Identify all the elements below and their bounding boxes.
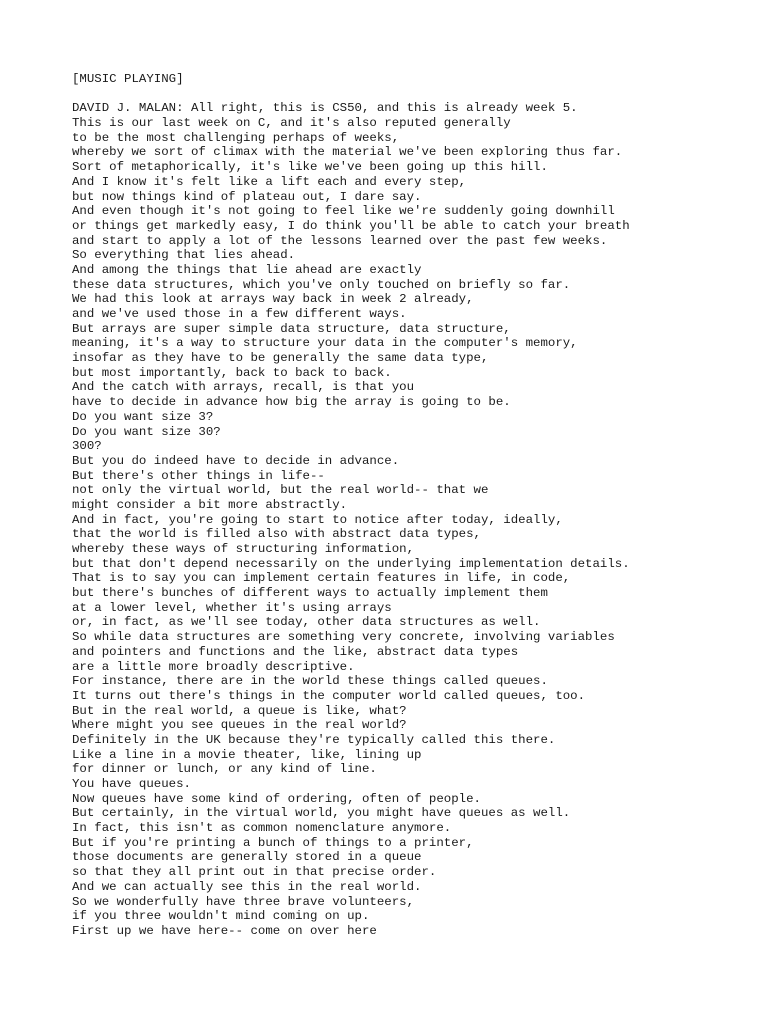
- transcript-line: but that don't depend necessarily on the underlying implementation details.: [72, 556, 630, 571]
- transcript-line: for dinner or lunch, or any kind of line.: [72, 762, 377, 777]
- transcript-line: and we've used those in a few different ways.: [72, 307, 407, 321]
- transcript-line: whereby we sort of climax with the material we've been exploring thus far.: [72, 145, 623, 160]
- transcript-line: 300?: [72, 439, 102, 454]
- transcript-line: And even though it's not going to feel like we're suddenly going downhill: [72, 204, 615, 219]
- transcript-line: that the world is filled also with abstract data types,: [72, 527, 481, 542]
- transcript-line: Sort of metaphorically, it's like we've been going up this hill.: [72, 160, 548, 175]
- transcript-line: So everything that lies ahead.: [72, 248, 296, 263]
- transcript-line: and pointers and functions and the like, abstract data types: [72, 644, 519, 659]
- transcript-line: But if you're printing a bunch of things to a printer,: [72, 835, 474, 850]
- transcript-line: But there's other things in life--: [72, 468, 325, 483]
- transcript-line: Do you want size 30?: [72, 424, 221, 439]
- transcript-line: or things get markedly easy, I do think you'll be able to catch your breath: [72, 218, 630, 233]
- transcript-line: have to decide in advance how big the array is going to be.: [72, 395, 511, 410]
- transcript-line: Where might you see queues in the real world?: [72, 718, 407, 733]
- transcript-line: And among the things that lie ahead are exactly: [72, 262, 422, 277]
- transcript-line: It turns out there's things in the computer world called queues, too.: [72, 688, 586, 703]
- transcript-line: But certainly, in the virtual world, you might have queues as well.: [72, 806, 571, 821]
- transcript-line: This is our last week on C, and it's also reputed generally: [72, 116, 511, 131]
- transcript-line: Now queues have some kind of ordering, often of people.: [72, 791, 481, 806]
- transcript-line: But arrays are super simple data structure, data structure,: [72, 321, 511, 336]
- transcript-line: DAVID J. MALAN: All right, this is CS50, and this is already week 5.: [72, 101, 578, 116]
- transcript-line: insofar as they have to be generally the same data type,: [72, 351, 489, 366]
- transcript-line: but now things kind of plateau out, I dare say.: [72, 189, 422, 204]
- transcript-line: In fact, this isn't as common nomenclature anymore.: [72, 821, 452, 836]
- transcript-line: if you three wouldn't mind coming on up.: [72, 909, 370, 924]
- transcript-line: those documents are generally stored in a queue: [72, 850, 422, 865]
- transcript-line: You have queues.: [72, 777, 191, 791]
- transcript-line: are a little more broadly descriptive.: [72, 659, 355, 674]
- transcript-line: or, in fact, as we'll see today, other data structures as well.: [72, 615, 541, 630]
- transcript-line: at a lower level, whether it's using arrays: [72, 600, 392, 615]
- transcript-line: but there's bunches of different ways to actually implement them: [72, 586, 548, 601]
- transcript-line: First up we have here-- come on over here: [72, 923, 377, 938]
- transcript-line: to be the most challenging perhaps of weeks,: [72, 130, 400, 145]
- transcript-line: whereby these ways of structuring information,: [72, 542, 415, 556]
- transcript-line: So we wonderfully have three brave volunteers,: [72, 894, 415, 909]
- transcript-line: For instance, there are in the world these things called queues.: [72, 674, 548, 689]
- transcript-line: Like a line in a movie theater, like, lining up: [72, 747, 422, 762]
- transcript-line: not only the virtual world, but the real world-- that we: [72, 483, 489, 498]
- transcript-line: [72, 87, 630, 102]
- transcript-line: but most importantly, back to back to back.: [72, 365, 392, 380]
- transcript-text: [72, 72, 630, 939]
- transcript-line: We had this look at arrays way back in week 2 already,: [72, 292, 474, 307]
- transcript-line: And the catch with arrays, recall, is that you: [72, 380, 415, 395]
- transcript-line: these data structures, which you've only touched on briefly so far.: [72, 277, 571, 292]
- transcript-line: And we can actually see this in the real world.: [72, 879, 422, 894]
- transcript-line: and start to apply a lot of the lessons learned over the past few weeks.: [72, 233, 608, 248]
- transcript-line: Do you want size 3?: [72, 409, 214, 424]
- transcript-line: But in the real world, a queue is like, what?: [72, 703, 407, 718]
- transcript-line: meaning, it's a way to structure your data in the computer's memory,: [72, 336, 578, 351]
- transcript-line: Definitely in the UK because they're typically called this there.: [72, 732, 556, 747]
- transcript-line: might consider a bit more abstractly.: [72, 497, 348, 512]
- transcript-line: [MUSIC PLAYING]: [72, 72, 184, 86]
- transcript-line: That is to say you can implement certain features in life, in code,: [72, 571, 571, 586]
- transcript-line: And in fact, you're going to start to notice after today, ideally,: [72, 512, 563, 527]
- transcript-line: But you do indeed have to decide in advance.: [72, 453, 400, 468]
- transcript-line: so that they all print out in that precise order.: [72, 865, 437, 880]
- transcript-line: And I know it's felt like a lift each and every step,: [72, 174, 467, 189]
- transcript-line: So while data structures are something very concrete, involving variables: [72, 630, 615, 645]
